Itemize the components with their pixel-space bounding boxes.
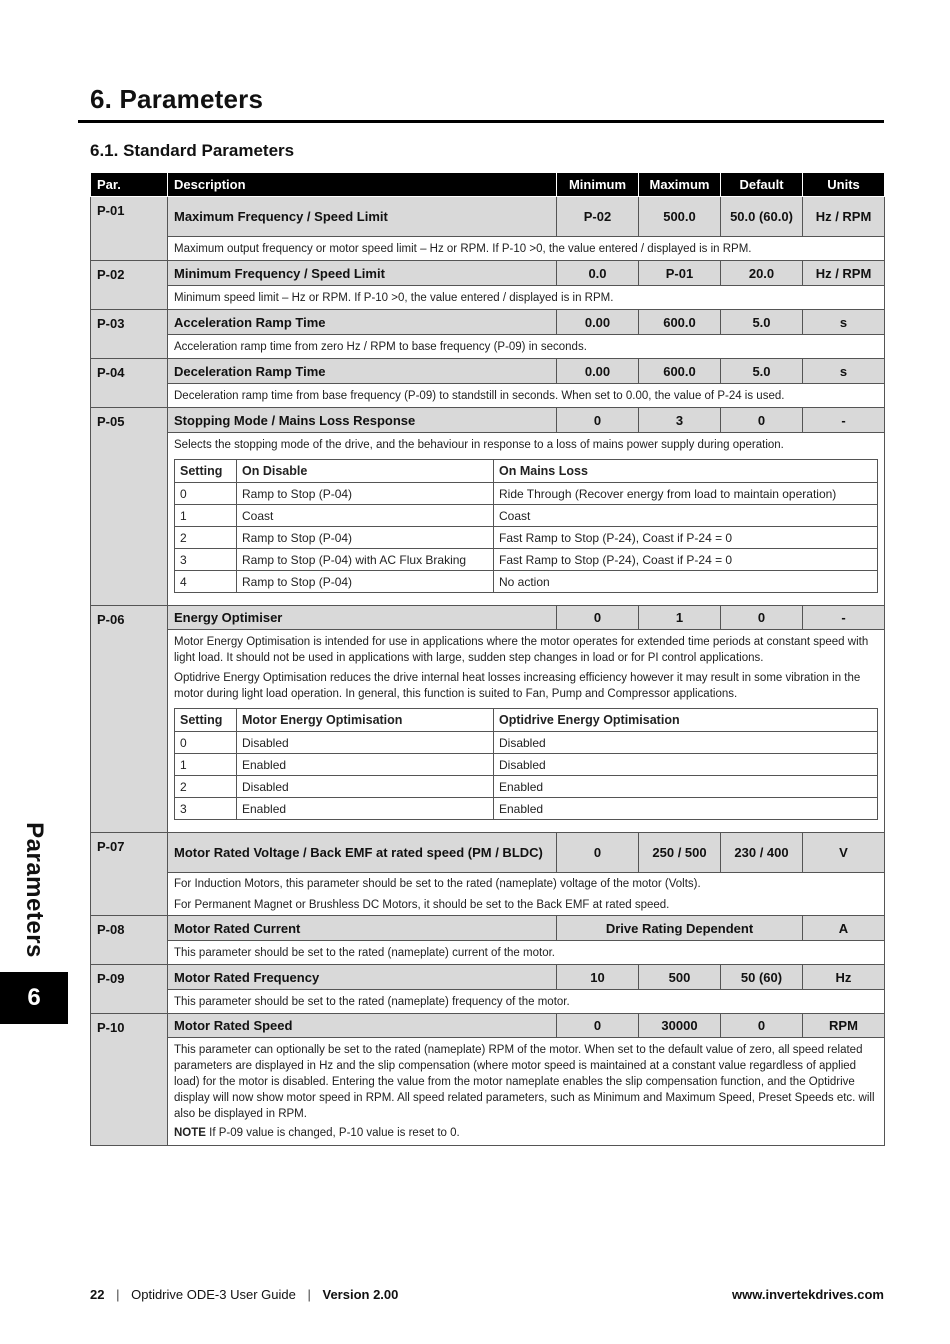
- param-row-p07: [91, 833, 885, 873]
- param-default: 20.0: [721, 261, 803, 286]
- param-default: 0: [721, 606, 803, 630]
- param-min: 0: [557, 1014, 639, 1038]
- settings-header-row: [175, 460, 878, 483]
- document-version: Version 2.00: [322, 1287, 399, 1302]
- setting-cell: Ramp to Stop (P-04): [237, 483, 494, 505]
- param-units: -: [803, 408, 885, 433]
- param-row-p08: [91, 916, 885, 941]
- param-id: P-04: [91, 359, 168, 408]
- page-title: 6. Parameters: [90, 84, 264, 114]
- param-units: Hz: [803, 965, 885, 990]
- col-header-units: Units: [803, 173, 885, 197]
- param-units: RPM: [803, 1014, 885, 1038]
- settings-header-row: [175, 709, 878, 732]
- param-name: Motor Rated Speed: [168, 1014, 557, 1038]
- param-id: P-02: [91, 261, 168, 310]
- param-min: 0: [557, 606, 639, 630]
- setting-cell: Coast: [494, 505, 878, 527]
- param-min: 10: [557, 965, 639, 990]
- param-min: 0.0: [557, 261, 639, 286]
- settings-table-p06: [174, 708, 878, 820]
- param-name: Minimum Frequency / Speed Limit: [168, 261, 557, 286]
- setting-cell: Enabled: [494, 776, 878, 798]
- param-name: Motor Rated Current: [168, 916, 557, 941]
- param-default: 50 (60): [721, 965, 803, 990]
- note-label: NOTE: [174, 1127, 206, 1139]
- setting-value: 3: [175, 549, 237, 571]
- setting-cell: Enabled: [237, 798, 494, 820]
- param-description: For Permanent Magnet or Brushless DC Motors, it should be set to the Back EMF at rated speed.: [174, 899, 670, 911]
- section-title: 6.1. Standard Parameters: [90, 141, 295, 160]
- param-default: 5.0: [721, 359, 803, 384]
- setting-cell: No action: [494, 571, 878, 593]
- settings-col-header: On Disable: [237, 460, 494, 483]
- param-description: Motor Energy Optimisation is intended for use in applications where the motor operates for extended time periods at constant speed with light load. It should not be used in applications with large, sudden step changes in load or for PI control applications.: [174, 636, 869, 664]
- param-min: 0: [557, 408, 639, 433]
- param-max: 1: [639, 606, 721, 630]
- param-name: Energy Optimiser: [168, 606, 557, 630]
- param-id: P-10: [91, 1014, 168, 1146]
- footer-separator: |: [307, 1287, 311, 1302]
- chapter-side-label: [16, 815, 52, 965]
- setting-cell: Ramp to Stop (P-04) with AC Flux Braking: [237, 549, 494, 571]
- settings-col-header: Setting: [175, 709, 237, 732]
- setting-cell: Fast Ramp to Stop (P-24), Coast if P-24 = 0: [494, 549, 878, 571]
- footer-separator: |: [116, 1287, 120, 1302]
- param-description: This parameter should be set to the rated (nameplate) current of the motor.: [168, 941, 885, 965]
- document-name: Optidrive ODE-3 User Guide: [131, 1287, 296, 1302]
- settings-col-header: Setting: [175, 460, 237, 483]
- settings-row: [175, 776, 878, 798]
- col-header-minimum: Minimum: [557, 173, 639, 197]
- param-row-p02: [91, 261, 885, 286]
- param-max: P-01: [639, 261, 721, 286]
- col-header-description: Description: [168, 173, 557, 197]
- chapter-side-label-text: Parameters: [21, 822, 48, 958]
- param-units: V: [803, 833, 885, 873]
- setting-cell: Ramp to Stop (P-04): [237, 527, 494, 549]
- param-max: 500.0: [639, 197, 721, 237]
- param-min: 0.00: [557, 359, 639, 384]
- param-description: Acceleration ramp time from zero Hz / RPM to base frequency (P-09) in seconds.: [168, 335, 885, 359]
- param-description: Maximum output frequency or motor speed limit – Hz or RPM. If P-10 >0, the value entered / displayed is in RPM.: [168, 237, 885, 261]
- setting-cell: Fast Ramp to Stop (P-24), Coast if P-24 = 0: [494, 527, 878, 549]
- table-header-row: [91, 173, 885, 197]
- param-name: Maximum Frequency / Speed Limit: [168, 197, 557, 237]
- settings-col-header: Motor Energy Optimisation: [237, 709, 494, 732]
- param-description: Deceleration ramp time from base frequency (P-09) to standstill in seconds. When set to 0.00, the value of P-24 is used.: [168, 384, 885, 408]
- param-max: 250 / 500: [639, 833, 721, 873]
- settings-row: [175, 754, 878, 776]
- param-description: For Induction Motors, this parameter should be set to the rated (nameplate) voltage of the motor (Volts).: [174, 878, 701, 890]
- setting-value: 1: [175, 505, 237, 527]
- param-id: P-08: [91, 916, 168, 965]
- col-header-default: Default: [721, 173, 803, 197]
- settings-row: [175, 549, 878, 571]
- setting-value: 4: [175, 571, 237, 593]
- param-max: 3: [639, 408, 721, 433]
- param-row-p01: [91, 197, 885, 237]
- setting-cell: Disabled: [237, 776, 494, 798]
- col-header-maximum: Maximum: [639, 173, 721, 197]
- page-number: 22: [90, 1287, 105, 1302]
- setting-value: 1: [175, 754, 237, 776]
- settings-col-header: On Mains Loss: [494, 460, 878, 483]
- param-name: Stopping Mode / Mains Loss Response: [168, 408, 557, 433]
- param-note: [174, 1125, 878, 1141]
- setting-value: 3: [175, 798, 237, 820]
- param-description-block: [168, 873, 885, 916]
- param-default: 5.0: [721, 310, 803, 335]
- setting-cell: Ride Through (Recover energy from load to maintain operation): [494, 483, 878, 505]
- param-id: P-09: [91, 965, 168, 1014]
- param-default: 50.0 (60.0): [721, 197, 803, 237]
- setting-cell: Coast: [237, 505, 494, 527]
- param-default: 0: [721, 408, 803, 433]
- param-id: P-05: [91, 408, 168, 606]
- param-description-block: [168, 433, 885, 606]
- setting-cell: Enabled: [494, 798, 878, 820]
- param-row-p10: [91, 1014, 885, 1038]
- param-units: -: [803, 606, 885, 630]
- param-name: Motor Rated Voltage / Back EMF at rated speed (PM / BLDC): [168, 833, 557, 873]
- param-row-p09: [91, 965, 885, 990]
- settings-col-header: Optidrive Energy Optimisation: [494, 709, 878, 732]
- param-description: Selects the stopping mode of the drive, and the behaviour in response to a loss of mains power supply during operation.: [174, 439, 784, 451]
- param-units: A: [803, 916, 885, 941]
- param-row-p04: [91, 359, 885, 384]
- param-range: Drive Rating Dependent: [557, 916, 803, 941]
- param-default: 230 / 400: [721, 833, 803, 873]
- setting-value: 2: [175, 776, 237, 798]
- param-id: P-07: [91, 833, 168, 916]
- param-units: s: [803, 310, 885, 335]
- setting-cell: Enabled: [237, 754, 494, 776]
- param-row-p05: [91, 408, 885, 433]
- settings-row: [175, 527, 878, 549]
- param-default: 0: [721, 1014, 803, 1038]
- param-row-p06: [91, 606, 885, 630]
- param-name: Acceleration Ramp Time: [168, 310, 557, 335]
- settings-table-p05: [174, 459, 878, 593]
- setting-cell: Ramp to Stop (P-04): [237, 571, 494, 593]
- settings-row: [175, 483, 878, 505]
- website-link[interactable]: www.invertekdrives.com: [732, 1287, 884, 1302]
- settings-row: [175, 732, 878, 754]
- param-max: 500: [639, 965, 721, 990]
- settings-row: [175, 505, 878, 527]
- param-description: This parameter should be set to the rated (nameplate) frequency of the motor.: [168, 990, 885, 1014]
- param-min: P-02: [557, 197, 639, 237]
- param-id: P-06: [91, 606, 168, 833]
- param-min: 0: [557, 833, 639, 873]
- param-units: Hz / RPM: [803, 197, 885, 237]
- param-description: This parameter can optionally be set to the rated (nameplate) RPM of the motor. When set to the default value of zero, all speed related parameters are displayed in Hz and the slip compensation (where motor speed is maintained at a constant value regardless of applied load) for the motor is disabled. Entering the value from the motor nameplate enables the slip compensation function, and the Optidrive display will now show motor speed in RPM. All speed related parameters, such as Minimum and Maximum Speed, Preset Speeds etc. will also be displayed in RPM.: [174, 1044, 875, 1120]
- param-id: P-01: [91, 197, 168, 261]
- param-min: 0.00: [557, 310, 639, 335]
- col-header-par: Par.: [91, 173, 168, 197]
- param-description: Minimum speed limit – Hz or RPM. If P-10 >0, the value entered / displayed is in RPM.: [168, 286, 885, 310]
- param-units: Hz / RPM: [803, 261, 885, 286]
- setting-cell: Disabled: [494, 754, 878, 776]
- param-description: Optidrive Energy Optimisation reduces the drive internal heat losses increasing efficiency however it may result in some vibration in the motor during light load operation. In general, this function is suited to Fan, Pump and Compressor applications.: [174, 672, 861, 700]
- param-max: 600.0: [639, 359, 721, 384]
- param-max: 30000: [639, 1014, 721, 1038]
- settings-row: [175, 798, 878, 820]
- param-name: Deceleration Ramp Time: [168, 359, 557, 384]
- param-row-p03: [91, 310, 885, 335]
- note-text: If P-09 value is changed, P-10 value is reset to 0.: [205, 1127, 460, 1139]
- parameters-table: [90, 172, 885, 1146]
- settings-row: [175, 571, 878, 593]
- param-units: s: [803, 359, 885, 384]
- param-description-block: [168, 630, 885, 833]
- param-id: P-03: [91, 310, 168, 359]
- chapter-number-tab: 6: [0, 972, 68, 1024]
- title-rule: [78, 120, 884, 123]
- param-name: Motor Rated Frequency: [168, 965, 557, 990]
- setting-value: 2: [175, 527, 237, 549]
- setting-value: 0: [175, 732, 237, 754]
- param-max: 600.0: [639, 310, 721, 335]
- setting-value: 0: [175, 483, 237, 505]
- param-description-block: [168, 1038, 885, 1146]
- setting-cell: Disabled: [237, 732, 494, 754]
- setting-cell: Disabled: [494, 732, 878, 754]
